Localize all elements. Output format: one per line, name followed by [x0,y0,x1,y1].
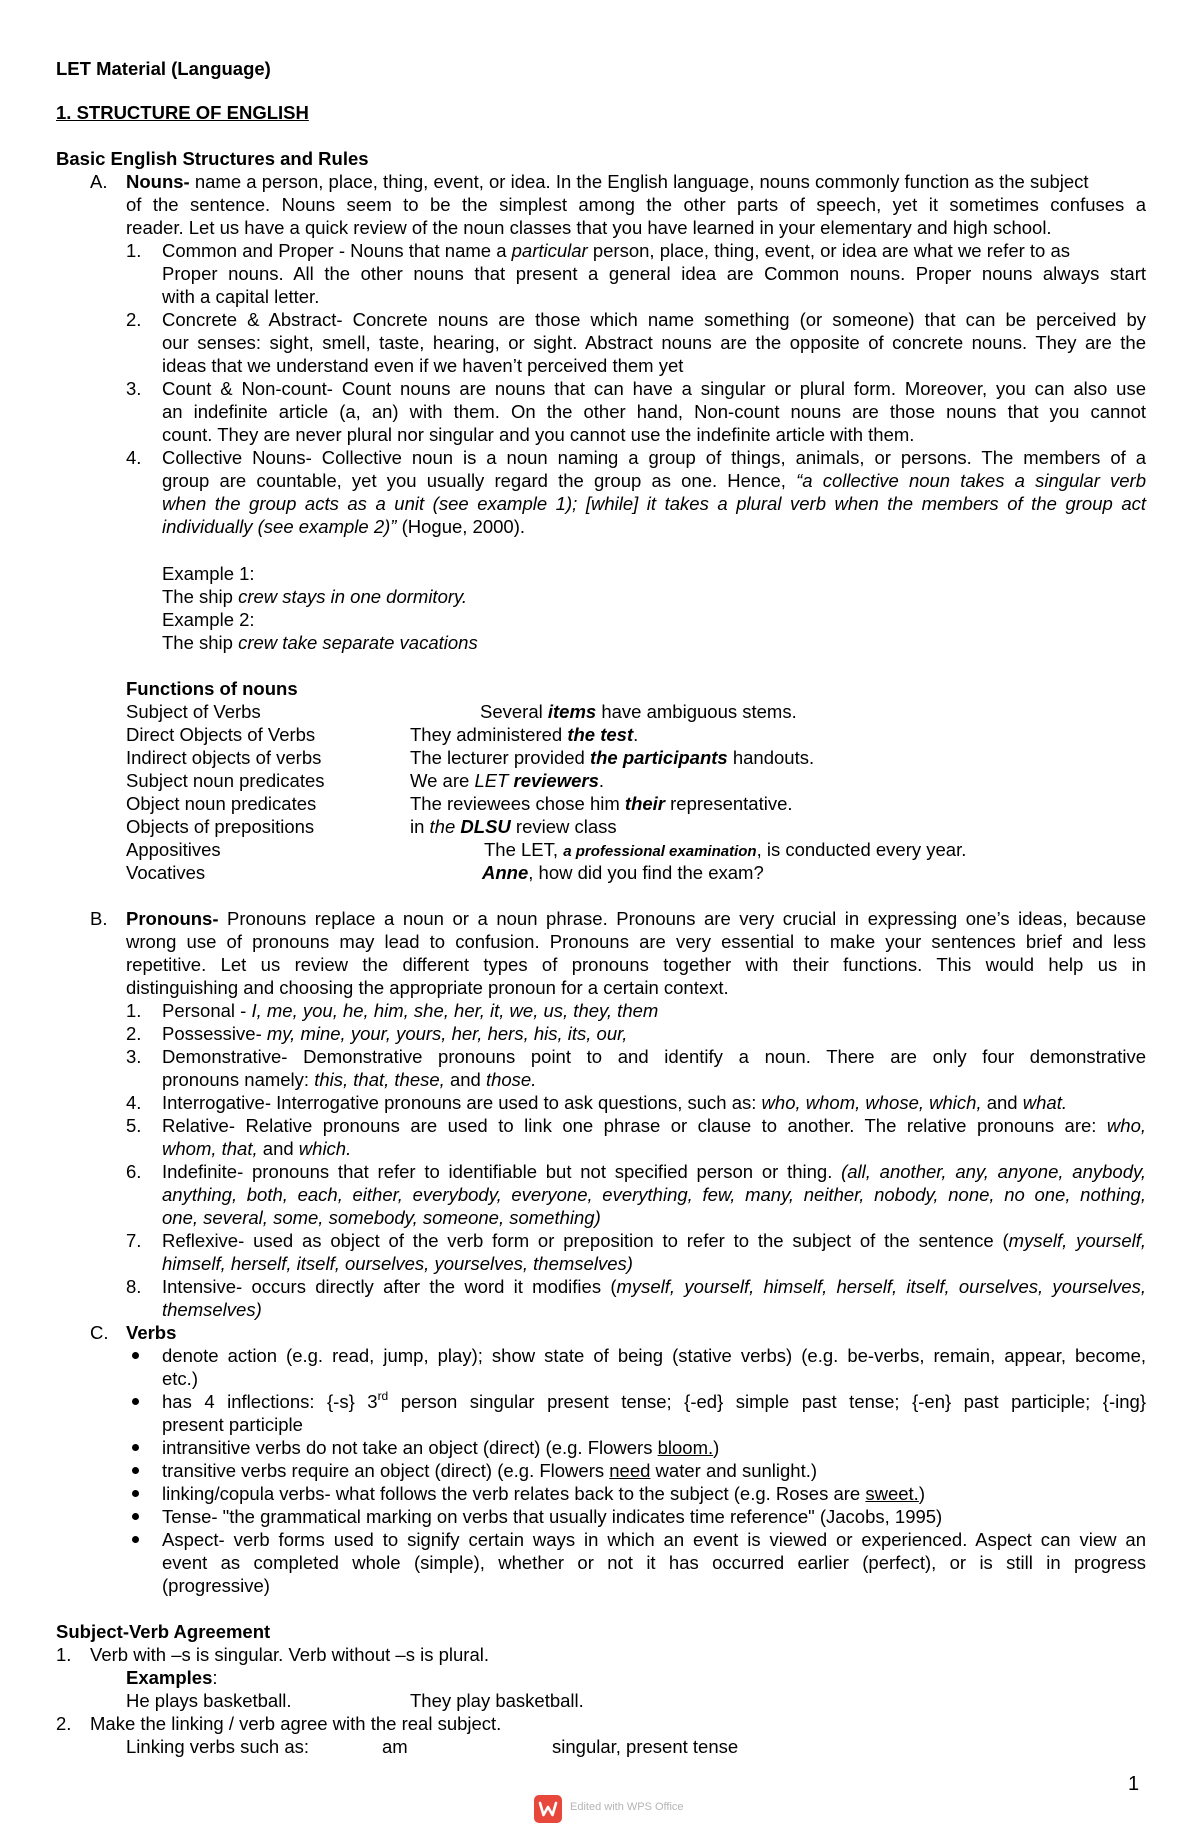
function-example: The reviewees chose him their representative. [410,793,793,814]
verb-bullet-item: Aspect- verb forms used to signify certain ways in which an event is viewed or experienced. Aspect can view an [162,1529,1146,1550]
wps-logo-icon [534,1795,562,1823]
noun-class-item: our senses: sight, smell, taste, hearing, or sight. Abstract nouns are the opposite of concrete nouns. They are the [162,332,1146,353]
noun-class-item: group are countable, yet you usually regard the group as one. Hence, “a collective noun takes a singular verb [162,470,1147,491]
example-sentence: The ship crew stays in one dormitory. [162,586,468,607]
pronoun-type-item: Indefinite- pronouns that refer to identifiable but not specified person or thing. (all, another, any, anyone, anybody, [162,1161,1146,1182]
noun-class-item: when the group acts as a unit (see example 1); [while] it takes a plural verb when the members of the group act [162,493,1146,514]
bullet-dot [132,1536,139,1543]
pronoun-type-item: Relative- Relative pronouns are used to link one phrase or clause to another. The relative pronouns are: who, [162,1115,1146,1136]
list-number: 1. [126,240,142,261]
pronoun-type-item: pronouns namely: this, that, these, and those. [162,1069,537,1090]
verb-bullet-item: present participle [162,1414,303,1435]
noun-class-item: Common and Proper - Nouns that name a particular person, place, thing, event, or idea are what we refer to as [162,240,1071,261]
wps-edit-note: Edited with WPS Office [570,1801,684,1813]
linking-verb: am [382,1736,408,1757]
document-title: LET Material (Language) [56,58,271,79]
verb-bullet-item: Tense- "the grammatical marking on verbs that usually indicates time reference" (Jacobs, 1995) [162,1506,943,1527]
bullet-dot [132,1467,139,1474]
bullet-dot [132,1490,139,1497]
function-label: Objects of prepositions [126,816,315,837]
nouns-intro-line: of the sentence. Nouns seem to be the simplest among the other parts of speech, yet it sometimes confuses a [126,194,1146,215]
wps-w-icon [534,1795,562,1823]
function-example: We are LET reviewers. [410,770,605,791]
function-label: Object noun predicates [126,793,317,814]
nouns-heading: Nouns- [126,171,190,192]
function-label: Subject of Verbs [126,701,261,722]
pronoun-type-item: Reflexive- used as object of the verb form or preposition to refer to the subject of the sentence (myself, yourself, [162,1230,1146,1251]
example-label: Example 1: [162,563,255,584]
example-sentence: The ship crew take separate vacations [162,632,478,653]
list-number: 1. [126,1000,142,1021]
noun-class-item: Count & Non-count- Count nouns are nouns that can have a singular or plural form. Moreover, you can also use [162,378,1146,399]
section-heading: 1. STRUCTURE OF ENGLISH [56,102,309,123]
list-number: 6. [126,1161,142,1182]
verbs-heading: Verbs [126,1322,177,1343]
noun-class-item: Proper nouns. All the other nouns that present a general idea are Common nouns. Proper nouns always start [162,263,1146,284]
bullet-dot [132,1444,139,1451]
functions-heading: Functions of nouns [126,678,298,699]
function-label: Appositives [126,839,221,860]
verb-bullet-item: intransitive verbs do not take an object (direct) (e.g. Flowers bloom.) [162,1437,720,1458]
list-marker: A. [90,171,108,192]
sva-rule: Verb with –s is singular. Verb without –s is plural. [90,1644,489,1665]
noun-class-item: count. They are never plural nor singular and you cannot use the indefinite article with them. [162,424,915,445]
list-number: 2. [126,309,142,330]
function-example: in the DLSU review class [410,816,617,837]
nouns-intro-line: reader. Let us have a quick review of the noun classes that you have learned in your elementary and high school. [126,217,1052,238]
pronouns-intro-line: Pronouns- Pronouns replace a noun or a noun phrase. Pronouns are very crucial in expressing one’s ideas, because [126,908,1146,929]
bullet-dot [132,1352,139,1359]
page-number: 1 [1128,1773,1140,1795]
noun-class-item: an indefinite article (a, an) with them. On the other hand, Non-count nouns are those nouns that you cannot [162,401,1146,422]
verb-bullet-item: denote action (e.g. read, jump, play); show state of being (stative verbs) (e.g. be-verbs, remain, appear, become, [162,1345,1146,1366]
function-label: Vocatives [126,862,206,883]
bullet-dot [132,1513,139,1520]
verb-bullet-item: etc.) [162,1368,198,1389]
function-example: Several items have ambiguous stems. [480,701,797,722]
list-number: 2. [56,1713,72,1734]
function-example: The LET, a professional examination, is conducted every year. [484,839,967,860]
function-example: Anne, how did you find the exam? [482,862,764,883]
list-marker: B. [90,908,108,929]
noun-class-item: Collective Nouns- Collective noun is a noun naming a group of things, animals, or persons. The members of a [162,447,1146,468]
sva-example: He plays basketball. [126,1690,292,1711]
function-label: Indirect objects of verbs [126,747,322,768]
verb-bullet-item: (progressive) [162,1575,270,1596]
examples-label: Examples: [126,1667,218,1688]
pronoun-type-item: Demonstrative- Demonstrative pronouns point to and identify a noun. There are only four demonstrative [162,1046,1146,1067]
list-number: 4. [126,1092,142,1113]
pronouns-intro-line: wrong use of pronouns may lead to confusion. Pronouns are very essential to make your sentences brief and less [126,931,1146,952]
pronouns-intro-line: distinguishing and choosing the appropriate pronoun for a certain context. [126,977,729,998]
pronoun-type-item: Personal - I, me, you, he, him, she, her, it, we, us, they, them [162,1000,659,1021]
list-number: 2. [126,1023,142,1044]
list-number: 3. [126,1046,142,1067]
sva-rule: Make the linking / verb agree with the real subject. [90,1713,502,1734]
noun-class-item: individually (see example 2)” (Hogue, 2000). [162,516,526,537]
pronouns-intro-line: repetitive. Let us review the different types of pronouns together with their functions. This would help us in [126,954,1146,975]
list-number: 4. [126,447,142,468]
verb-bullet-item: event as completed whole (simple), whether or not it has occurred earlier (perfect), or is still in progress [162,1552,1146,1573]
pronoun-type-item: themselves) [162,1299,262,1320]
function-example: The lecturer provided the participants handouts. [410,747,815,768]
list-number: 1. [56,1644,72,1665]
list-number: 3. [126,378,142,399]
verb-bullet-item: has 4 inflections: {-s} 3rd person singular present tense; {-ed} simple past tense; {-en} past participle; {-ing} [162,1389,1146,1412]
noun-class-item: Concrete & Abstract- Concrete nouns are those which name something (or someone) that can be perceived by [162,309,1146,330]
function-label: Direct Objects of Verbs [126,724,316,745]
function-label: Subject noun predicates [126,770,325,791]
pronoun-type-item: anything, both, each, either, everybody, everyone, everything, few, many, neither, nobody, none, no one, nothing, [162,1184,1146,1205]
subsection-heading: Basic English Structures and Rules [56,148,369,169]
pronoun-type-item: one, several, some, somebody, someone, something) [162,1207,601,1228]
linking-verb-label: Linking verbs such as: [126,1736,310,1757]
pronouns-heading: Pronouns- [126,908,219,929]
example-label: Example 2: [162,609,255,630]
verb-bullet-item: transitive verbs require an object (direct) (e.g. Flowers need water and sunlight.) [162,1460,818,1481]
list-number: 7. [126,1230,142,1251]
noun-class-item: ideas that we understand even if we haven’t perceived them yet [162,355,684,376]
linking-verb-note: singular, present tense [552,1736,739,1757]
nouns-intro-line: Nouns- name a person, place, thing, event, or idea. In the English language, nouns commonly function as the subject [126,171,1089,192]
list-marker: C. [90,1322,109,1343]
sva-example: They play basketball. [410,1690,584,1711]
sva-heading: Subject-Verb Agreement [56,1621,271,1642]
list-number: 5. [126,1115,142,1136]
pronoun-type-item: himself, herself, itself, ourselves, yourselves, themselves) [162,1253,633,1274]
pronoun-type-item: whom, that, and which. [162,1138,352,1159]
function-example: They administered the test. [410,724,639,745]
pronoun-type-item: Intensive- occurs directly after the word it modifies (myself, yourself, himself, herself, itself, ourselves, yourselves, [162,1276,1146,1297]
verb-bullet-item: linking/copula verbs- what follows the verb relates back to the subject (e.g. Roses are sweet.) [162,1483,925,1504]
pronoun-type-item: Possessive- my, mine, your, yours, her, hers, his, its, our, [162,1023,628,1044]
pronoun-type-item: Interrogative- Interrogative pronouns are used to ask questions, such as: who, whom, whose, which, and what. [162,1092,1067,1113]
list-number: 8. [126,1276,142,1297]
bullet-dot [132,1398,139,1405]
noun-class-item: with a capital letter. [162,286,320,307]
